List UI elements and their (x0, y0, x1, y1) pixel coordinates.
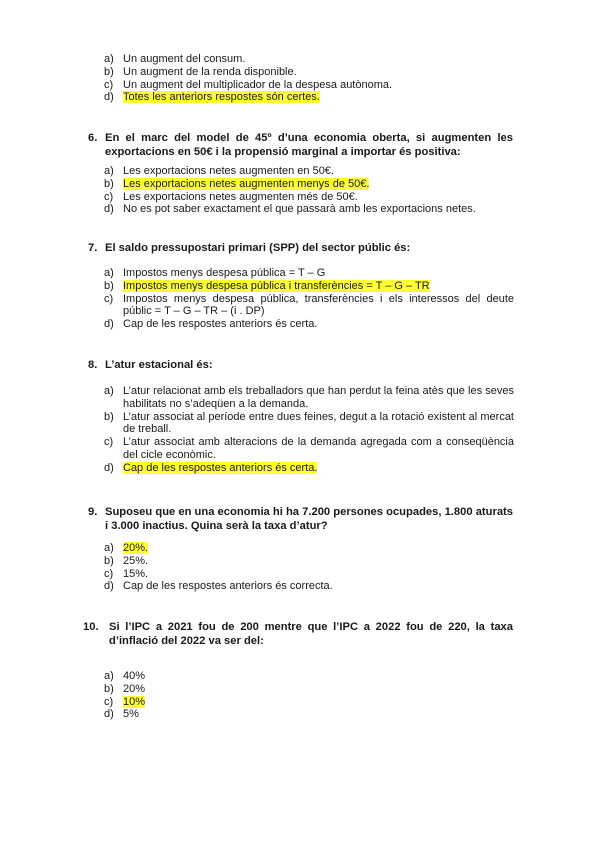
q10-option-b: b) 20% (104, 682, 146, 695)
q5-option-c: c) Un augment del multiplicador de la despesa autònoma. (104, 78, 393, 91)
q10-options (104, 670, 514, 721)
q6-options (104, 165, 514, 216)
q6-option-b: b) Les exportacions netes augmenten menys de 50€. (104, 177, 370, 190)
q9-option-d: d) Cap de les respostes anteriors és correcta. (104, 580, 333, 593)
q5-options (104, 53, 514, 104)
q8-option-b: b) L’atur associat al període entre dues feines, degut a la rotació existent al mercat de treball. (104, 410, 514, 436)
q7-option-a: a) Impostos menys despesa pública = T – G (104, 267, 326, 279)
q6-option-a: a) Les exportacions netes augmenten en 50€. (104, 165, 334, 177)
q9-option-b: b) 25%. (104, 554, 149, 567)
q6-option-d: d) No es pot saber exactament el que passarà amb les exportacions netes. (104, 203, 476, 216)
q8-title: 8. L’atur estacional és: (88, 359, 213, 371)
q9-title: 9. Suposeu que en una economia hi ha 7.200 persones ocupades, 1.800 aturats i 3.000 inactius. Quina serà la taxa d’atur? (88, 506, 513, 532)
q10-option-c: c) 10% (104, 695, 146, 708)
q7-option-d: d) Cap de les respostes anteriors és certa. (104, 318, 318, 331)
q8-option-a: a) L’atur relacionat amb els treballadors que han perdut la feina atès que les seves habilitats no s’adeqüen a la demanda. (104, 385, 514, 410)
q8-option-d: d) Cap de les respostes anteriors és certa. (104, 461, 318, 474)
q10-title: 10. Si l’IPC a 2021 fou de 200 mentre que l’IPC a 2022 fou de 220, la taxa d’inflació del 2022 va ser del: (83, 621, 513, 647)
q8-option-c: c) L’atur associat amb alteracions de la demanda agregada com a conseqüència del cicle econòmic. (104, 436, 514, 461)
q5-option-a: a) Un augment del consum. (104, 53, 246, 65)
q7-options (104, 267, 514, 331)
q7-title: 7. El saldo pressupostari primari (SPP) del sector públic és: (88, 242, 411, 254)
q7-option-b: b) Impostos menys despesa pública i transferències = T – G – TR (104, 279, 430, 292)
q9-option-c: c) 15%. (104, 567, 149, 580)
q10-option-a: a) 40% (104, 670, 146, 682)
q6-title: 6. En el marc del model de 45º d’una economia oberta, si augmenten les exportacions en 50€ i la propensió marginal a importar és positiva: (88, 132, 513, 158)
q9-option-a: a) 20%. (104, 542, 149, 554)
q10-option-d: d) 5% (104, 708, 139, 721)
q8-options (104, 385, 514, 475)
q6-option-c: c) Les exportacions netes augmenten més de 50€. (104, 190, 358, 203)
q5-option-b: b) Un augment de la renda disponible. (104, 65, 297, 78)
q5-option-d: d) Totes les anteriors respostes són certes. (104, 91, 320, 104)
q9-options (104, 542, 514, 593)
q7-option-c: c) Impostos menys despesa pública, transferències i els interessos del deute públic = T – G – TR – (i . DP) (104, 292, 514, 318)
